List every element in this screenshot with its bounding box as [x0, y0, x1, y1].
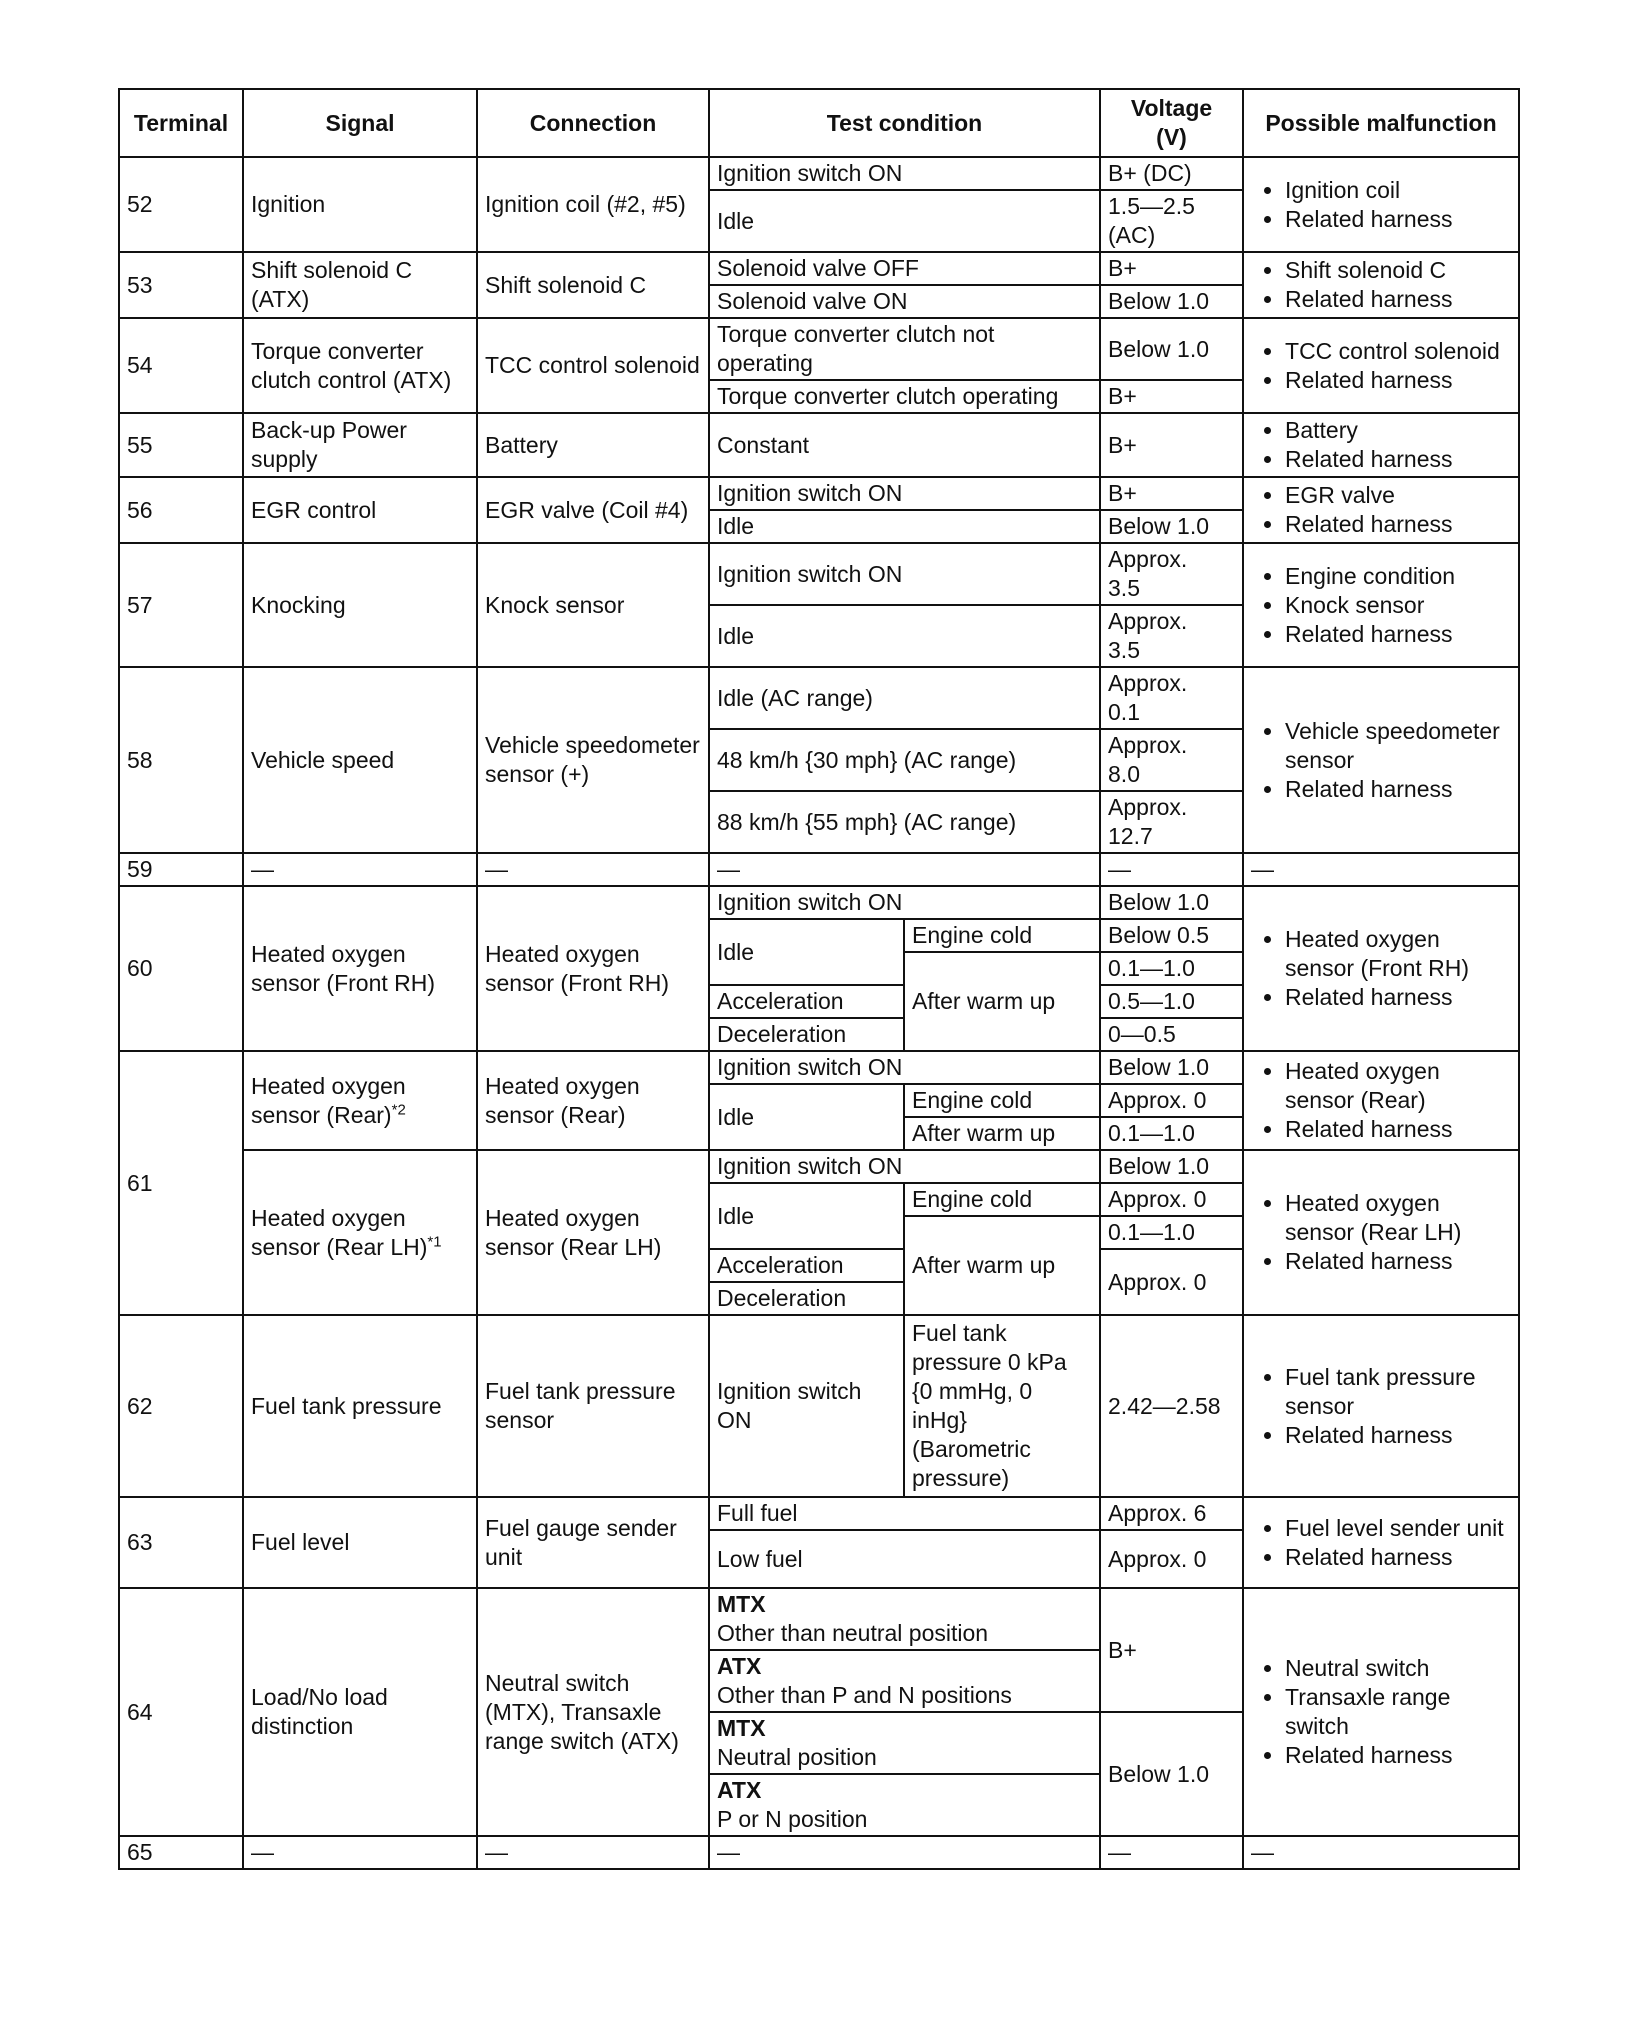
voltage-label: Approx.	[1108, 546, 1188, 572]
connection-cell: Ignition coil (#2, #5)	[477, 157, 709, 252]
header-voltage-line1: Voltage	[1130, 95, 1213, 121]
connection-cell: TCC control solenoid	[477, 318, 709, 413]
voltage-cell: 2.42—2.58	[1100, 1315, 1243, 1497]
test-condition-cell: Torque converter clutch operating	[709, 380, 1100, 413]
voltage-cell: Below 1.0	[1100, 1712, 1243, 1836]
voltage-cell	[1100, 791, 1243, 853]
terminal-number: 56	[119, 477, 243, 543]
malfunction-item: • Related harness	[1285, 205, 1511, 234]
empty-dash: —	[1243, 853, 1519, 886]
test-condition-cell: 48 km/h {30 mph} (AC range)	[709, 729, 1100, 791]
malfunction-item: • Related harness	[1285, 1247, 1511, 1276]
malfunction-cell	[1243, 1497, 1519, 1588]
header-voltage	[1100, 89, 1243, 157]
terminal-voltage-table	[118, 88, 1520, 1870]
voltage-label: Approx.	[1108, 794, 1188, 820]
malfunction-item: • TCC control solenoid	[1285, 337, 1511, 366]
malfunction-item: • Related harness	[1285, 1741, 1511, 1770]
voltage-cell: 0.1—1.0	[1100, 1117, 1243, 1150]
malfunction-item: • Vehicle speedometer sensor	[1285, 717, 1511, 775]
voltage-cell: 0.1—1.0	[1100, 952, 1243, 985]
transmission-label: MTX	[717, 1591, 766, 1617]
malfunction-cell	[1243, 318, 1519, 413]
terminal-number: 63	[119, 1497, 243, 1588]
malfunction-cell	[1243, 1150, 1519, 1315]
terminal-number: 60	[119, 886, 243, 1051]
test-condition-cell: Solenoid valve OFF	[709, 252, 1100, 285]
test-condition-cell: Solenoid valve ON	[709, 285, 1100, 318]
empty-dash: —	[243, 853, 477, 886]
voltage-unit: (AC)	[1108, 222, 1156, 248]
test-condition-cell: Idle	[709, 1183, 904, 1249]
test-condition-cell: Idle (AC range)	[709, 667, 1100, 729]
malfunction-item: • Engine condition	[1285, 562, 1511, 591]
malfunction-item: • Ignition coil	[1285, 176, 1511, 205]
voltage-cell: 0—0.5	[1100, 1018, 1243, 1051]
connection-cell: Heated oxygen sensor (Front RH)	[477, 886, 709, 1051]
voltage-cell: B+	[1100, 252, 1243, 285]
footnote-mark: *1	[427, 1232, 442, 1250]
connection-cell: Vehicle speedometer sensor (+)	[477, 667, 709, 853]
test-condition-cell: Ignition switch ON	[709, 886, 1100, 919]
voltage-cell	[1100, 543, 1243, 605]
test-condition-cell: Ignition switch ON	[709, 477, 1100, 510]
test-condition-cell: Torque converter clutch not operating	[709, 318, 1100, 380]
header-row	[119, 89, 1519, 157]
voltage-label: Approx.	[1108, 732, 1188, 758]
test-condition-cell	[709, 1650, 1100, 1712]
test-subcondition-cell: After warm up	[904, 952, 1100, 1051]
terminal-number: 58	[119, 667, 243, 853]
voltage-value: 0.1	[1108, 699, 1140, 725]
connection-cell: Fuel gauge sender unit	[477, 1497, 709, 1588]
connection-cell: Neutral switch (MTX), Transaxle range switch (ATX)	[477, 1588, 709, 1836]
transmission-label: MTX	[717, 1715, 766, 1741]
malfunction-item: • Related harness	[1285, 1115, 1511, 1144]
voltage-cell: Below 1.0	[1100, 886, 1243, 919]
signal-text: Heated oxygen sensor (Rear LH)	[251, 1204, 428, 1260]
malfunction-item: • Heated oxygen sensor (Rear)	[1285, 1057, 1511, 1115]
malfunction-item: • Heated oxygen sensor (Front RH)	[1285, 925, 1511, 983]
test-condition-cell: Ignition switch ON	[709, 543, 1100, 605]
header-voltage-line2: (V)	[1156, 124, 1187, 150]
signal-cell: Heated oxygen sensor (Front RH)	[243, 886, 477, 1051]
signal-cell: Knocking	[243, 543, 477, 667]
table-row	[119, 1836, 1519, 1869]
voltage-value: 8.0	[1108, 761, 1140, 787]
malfunction-item: • Related harness	[1285, 445, 1511, 474]
test-condition-cell: Constant	[709, 413, 1100, 477]
test-condition-cell: Idle	[709, 605, 1100, 667]
test-subcondition-cell: After warm up	[904, 1117, 1100, 1150]
table-row	[119, 157, 1519, 190]
connection-cell: Knock sensor	[477, 543, 709, 667]
terminal-number: 54	[119, 318, 243, 413]
signal-cell: Vehicle speed	[243, 667, 477, 853]
condition-text: Neutral position	[717, 1744, 877, 1770]
voltage-value: 12.7	[1108, 823, 1153, 849]
malfunction-item: • Transaxle range switch	[1285, 1683, 1511, 1741]
terminal-number: 53	[119, 252, 243, 318]
terminal-number: 55	[119, 413, 243, 477]
connection-cell: Heated oxygen sensor (Rear)	[477, 1051, 709, 1150]
voltage-cell: Below 1.0	[1100, 318, 1243, 380]
connection-cell: Battery	[477, 413, 709, 477]
empty-dash: —	[1100, 1836, 1243, 1869]
malfunction-item: • Related harness	[1285, 983, 1511, 1012]
table-row	[119, 1315, 1519, 1497]
malfunction-item: • Heated oxygen sensor (Rear LH)	[1285, 1189, 1511, 1247]
terminal-number: 65	[119, 1836, 243, 1869]
empty-dash: —	[477, 1836, 709, 1869]
voltage-cell: Below 1.0	[1100, 285, 1243, 318]
test-condition-cell: Ignition switch ON	[709, 157, 1100, 190]
test-condition-cell	[709, 1774, 1100, 1836]
test-condition-cell: Ignition switch ON	[709, 1315, 904, 1497]
signal-cell: Back-up Power supply	[243, 413, 477, 477]
voltage-value: 3.5	[1108, 637, 1140, 663]
test-condition-cell	[709, 1712, 1100, 1774]
voltage-cell: Below 1.0	[1100, 510, 1243, 543]
malfunction-item: • Related harness	[1285, 1543, 1511, 1572]
voltage-cell: B+	[1100, 413, 1243, 477]
voltage-label: Approx.	[1108, 608, 1188, 634]
malfunction-item: • Shift solenoid C	[1285, 256, 1511, 285]
signal-text: Heated oxygen sensor (Rear)	[251, 1072, 406, 1128]
malfunction-cell	[1243, 1588, 1519, 1836]
malfunction-cell	[1243, 157, 1519, 252]
voltage-cell: Approx. 0	[1100, 1183, 1243, 1216]
test-condition-cell: 88 km/h {55 mph} (AC range)	[709, 791, 1100, 853]
empty-dash: —	[477, 853, 709, 886]
table-row	[119, 667, 1519, 729]
terminal-number: 61	[119, 1051, 243, 1315]
table-row	[119, 1497, 1519, 1530]
table-row	[119, 1051, 1519, 1084]
voltage-cell: B+ (DC)	[1100, 157, 1243, 190]
voltage-cell: B+	[1100, 1588, 1243, 1712]
voltage-cell	[1100, 605, 1243, 667]
terminal-number: 59	[119, 853, 243, 886]
malfunction-item: • Battery	[1285, 416, 1511, 445]
malfunction-cell	[1243, 543, 1519, 667]
transmission-label: ATX	[717, 1653, 762, 1679]
header-malfunction: Possible malfunction	[1243, 89, 1519, 157]
signal-cell	[243, 1051, 477, 1150]
voltage-cell	[1100, 667, 1243, 729]
signal-cell: Ignition	[243, 157, 477, 252]
malfunction-item: • Related harness	[1285, 1421, 1511, 1450]
transmission-label: ATX	[717, 1777, 762, 1803]
terminal-number: 57	[119, 543, 243, 667]
connection-cell: Shift solenoid C	[477, 252, 709, 318]
empty-dash: —	[1243, 1836, 1519, 1869]
voltage-cell	[1100, 190, 1243, 252]
terminal-number: 52	[119, 157, 243, 252]
malfunction-cell	[1243, 667, 1519, 853]
signal-cell: EGR control	[243, 477, 477, 543]
test-condition-cell: Deceleration	[709, 1282, 904, 1315]
voltage-cell: Approx. 0	[1100, 1084, 1243, 1117]
voltage-value: 3.5	[1108, 575, 1140, 601]
malfunction-cell	[1243, 1051, 1519, 1150]
malfunction-item: • Related harness	[1285, 775, 1511, 804]
malfunction-cell	[1243, 413, 1519, 477]
table-row	[119, 318, 1519, 380]
voltage-label: Approx.	[1108, 670, 1188, 696]
voltage-value: 1.5—2.5	[1108, 193, 1195, 219]
voltage-cell: Approx. 0	[1100, 1249, 1243, 1315]
header-signal: Signal	[243, 89, 477, 157]
malfunction-item: • Related harness	[1285, 510, 1511, 539]
header-test-condition: Test condition	[709, 89, 1100, 157]
signal-cell: Fuel tank pressure	[243, 1315, 477, 1497]
test-subcondition-cell: Engine cold	[904, 919, 1100, 952]
header-connection: Connection	[477, 89, 709, 157]
malfunction-item: • Fuel tank pressure sensor	[1285, 1363, 1511, 1421]
empty-dash: —	[1100, 853, 1243, 886]
malfunction-item: • EGR valve	[1285, 481, 1511, 510]
signal-cell: Load/No load distinction	[243, 1588, 477, 1836]
malfunction-cell	[1243, 477, 1519, 543]
condition-text: Other than P and N positions	[717, 1682, 1012, 1708]
test-condition-cell: Idle	[709, 190, 1100, 252]
empty-dash: —	[243, 1836, 477, 1869]
malfunction-cell	[1243, 252, 1519, 318]
table-row	[119, 1150, 1519, 1183]
test-subcondition-cell: Engine cold	[904, 1183, 1100, 1216]
voltage-cell: 0.1—1.0	[1100, 1216, 1243, 1249]
malfunction-cell	[1243, 1315, 1519, 1497]
test-condition-cell: Ignition switch ON	[709, 1150, 1100, 1183]
test-condition-cell: Acceleration	[709, 1249, 904, 1282]
terminal-number: 62	[119, 1315, 243, 1497]
table-row	[119, 886, 1519, 919]
voltage-cell: Below 1.0	[1100, 1051, 1243, 1084]
connection-cell: EGR valve (Coil #4)	[477, 477, 709, 543]
test-condition-cell: Acceleration	[709, 985, 904, 1018]
table-row	[119, 413, 1519, 477]
malfunction-cell	[1243, 886, 1519, 1051]
malfunction-item: • Fuel level sender unit	[1285, 1514, 1511, 1543]
malfunction-item: • Knock sensor	[1285, 591, 1511, 620]
test-subcondition-cell: Fuel tank pressure 0 kPa {0 mmHg, 0 inHg} (Barometric pressure)	[904, 1315, 1100, 1497]
voltage-cell: B+	[1100, 380, 1243, 413]
voltage-cell: B+	[1100, 477, 1243, 510]
test-condition-cell: Idle	[709, 510, 1100, 543]
malfunction-item: • Related harness	[1285, 620, 1511, 649]
test-condition-cell: Ignition switch ON	[709, 1051, 1100, 1084]
empty-dash: —	[709, 853, 1100, 886]
table-row	[119, 252, 1519, 285]
test-condition-cell: Deceleration	[709, 1018, 904, 1051]
connection-cell: Heated oxygen sensor (Rear LH)	[477, 1150, 709, 1315]
footnote-mark: *2	[391, 1100, 406, 1118]
test-subcondition-cell: After warm up	[904, 1216, 1100, 1315]
signal-cell	[243, 1150, 477, 1315]
signal-cell: Shift solenoid C (ATX)	[243, 252, 477, 318]
malfunction-item: • Related harness	[1285, 366, 1511, 395]
malfunction-item: • Related harness	[1285, 285, 1511, 314]
test-condition-cell: Low fuel	[709, 1530, 1100, 1588]
voltage-cell: Below 0.5	[1100, 919, 1243, 952]
table-row	[119, 477, 1519, 510]
voltage-cell: Approx. 6	[1100, 1497, 1243, 1530]
terminal-number: 64	[119, 1588, 243, 1836]
voltage-cell	[1100, 729, 1243, 791]
test-condition-cell: Idle	[709, 919, 904, 985]
test-condition-cell: Full fuel	[709, 1497, 1100, 1530]
condition-text: P or N position	[717, 1806, 868, 1832]
malfunction-item: • Neutral switch	[1285, 1654, 1511, 1683]
condition-text: Other than neutral position	[717, 1620, 989, 1646]
signal-cell: Fuel level	[243, 1497, 477, 1588]
test-condition-cell	[709, 1588, 1100, 1650]
empty-dash: —	[709, 1836, 1100, 1869]
connection-cell: Fuel tank pressure sensor	[477, 1315, 709, 1497]
voltage-cell: Approx. 0	[1100, 1530, 1243, 1588]
header-terminal: Terminal	[119, 89, 243, 157]
table-row	[119, 1588, 1519, 1650]
signal-cell: Torque converter clutch control (ATX)	[243, 318, 477, 413]
voltage-cell: 0.5—1.0	[1100, 985, 1243, 1018]
test-condition-cell: Idle	[709, 1084, 904, 1150]
table-row	[119, 543, 1519, 605]
voltage-cell: Below 1.0	[1100, 1150, 1243, 1183]
table-row	[119, 853, 1519, 886]
test-subcondition-cell: Engine cold	[904, 1084, 1100, 1117]
